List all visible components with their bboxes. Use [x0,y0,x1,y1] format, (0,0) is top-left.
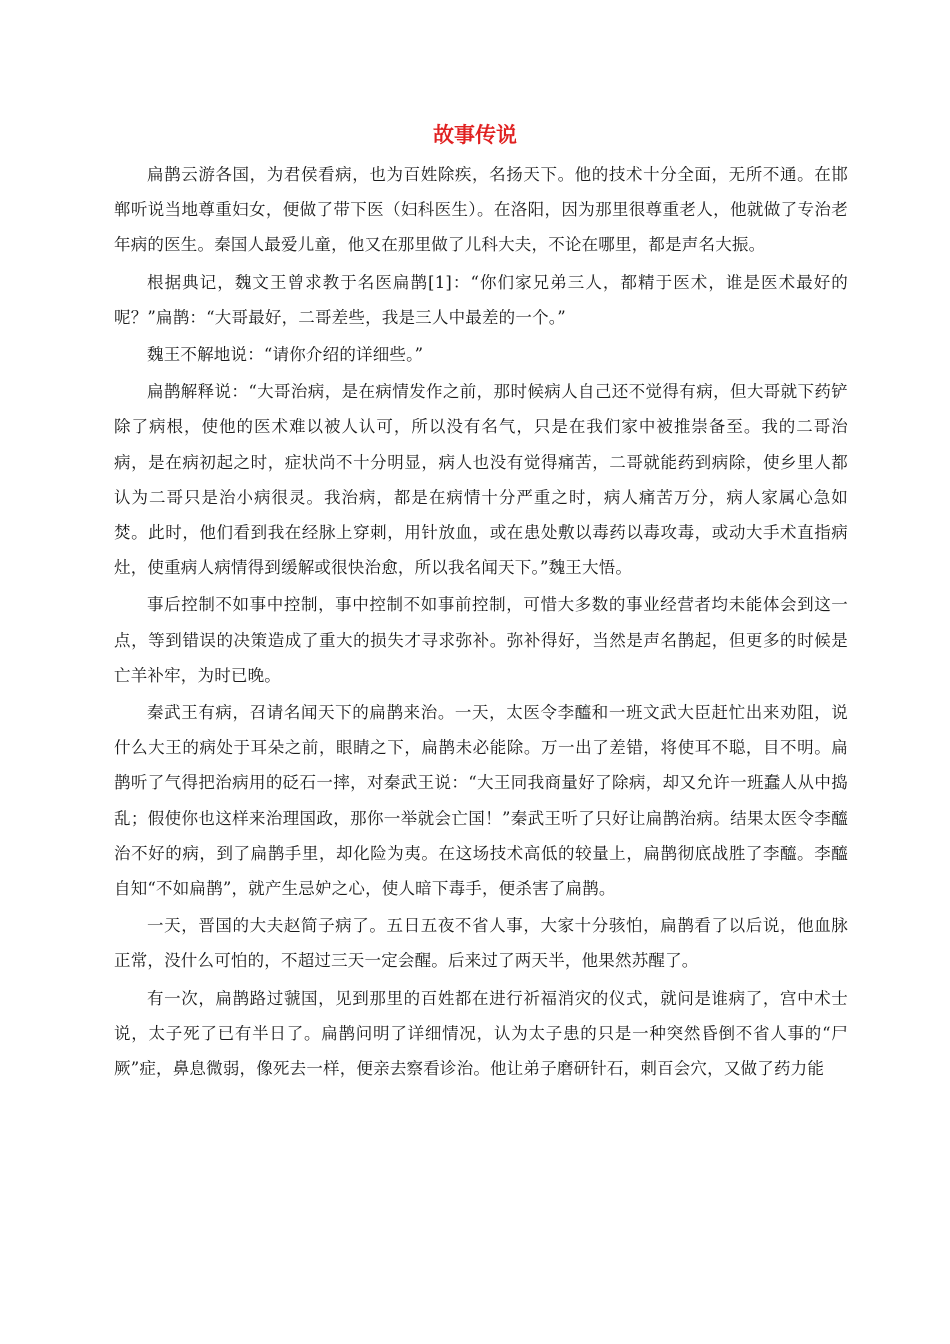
paragraph: 根据典记，魏文王曾求教于名医扁鹊[1]：“你们家兄弟三人，都精于医术，谁是医术最好的呢？”扁鹊：“大哥最好，二哥差些，我是三人中最差的一个。” [114,272,848,327]
paragraph: 有一次，扁鹊路过虢国，见到那里的百姓都在进行祈福消灾的仪式，就问是谁病了，宫中术士说，太子死了已有半日了。扁鹊问明了详细情况，认为太子患的只是一种突然昏倒不省人事的“尸厥”症，鼻息微弱，像死去一样，便亲去察看诊治。他让弟子磨研针石，刺百会穴，又做了药力能 [114,988,848,1079]
paragraph: 事后控制不如事中控制，事中控制不如事前控制，可惜大多数的事业经营者均未能体会到这一点，等到错误的决策造成了重大的损失才寻求弥补。弥补得好，当然是声名鹊起，但更多的时候是亡羊补牢，为时已晚。 [114,595,848,685]
paragraph: 扁鹊云游各国，为君侯看病，也为百姓除疾，名扬天下。他的技术十分全面，无所不通。在邯郸听说当地尊重妇女，便做了带下医（妇科医生）。在洛阳，因为那里很尊重老人，他就做了专治老年病的医生。秦国人最爱儿童，他又在那里做了儿科大夫，不论在哪里，都是声名大振。 [114,165,848,255]
paragraph: 魏王不解地说：“请你介绍的详细些。” [147,345,424,365]
paragraph: 扁鹊解释说：“大哥治病，是在病情发作之前，那时候病人自己还不觉得有病，但大哥就下药铲除了病根，使他的医术难以被人认可，所以没有名气，只是在我们家中被推崇备至。我的二哥治病，是在病初起之时，症状尚不十分明显，病人也没有觉得痛苦，二哥就能药到病除，使乡里人都认为二哥只是治小病很灵。我治病，都是在病情十分严重之时，病人痛苦万分，病人家属心急如焚。此时，他们看到我在经脉上穿刺，用针放血，或在患处敷以毒药以毒攻毒，或动大手术直指病灶，使重病人病情得到缓解或很快治愈，所以我名闻天下。”魏王大悟。 [114,382,848,578]
paragraph: 秦武王有病，召请名闻天下的扁鹊来治。一天，太医令李醯和一班文武大臣赶忙出来劝阻，说什么大王的病处于耳朵之前，眼睛之下，扁鹊未必能除。万一出了差错，将使耳不聪，目不明。扁鹊听了气得把治病用的砭石一摔，对秦武王说：“大王同我商量好了除病，却又允许一班蠢人从中捣乱；假使你也这样来治理国政，那你一举就会亡国！”秦武王听了只好让扁鹊治病。结果太医令李醯治不好的病，到了扁鹊手里，却化险为夷。在这场技术高低的较量上，扁鹊彻底战胜了李醯。李醯自知“不如扁鹊”，就产生忌妒之心，使人暗下毒手，便杀害了扁鹊。 [114,703,848,899]
document-title: 故事传说 [433,122,517,147]
document-body [114,157,848,1088]
paragraph: 一天，晋国的大夫赵简子病了。五日五夜不省人事，大家十分骇怕，扁鹊看了以后说，他血脉正常，没什么可怕的，不超过三天一定会醒。后来过了两天半，他果然苏醒了。 [114,916,848,971]
